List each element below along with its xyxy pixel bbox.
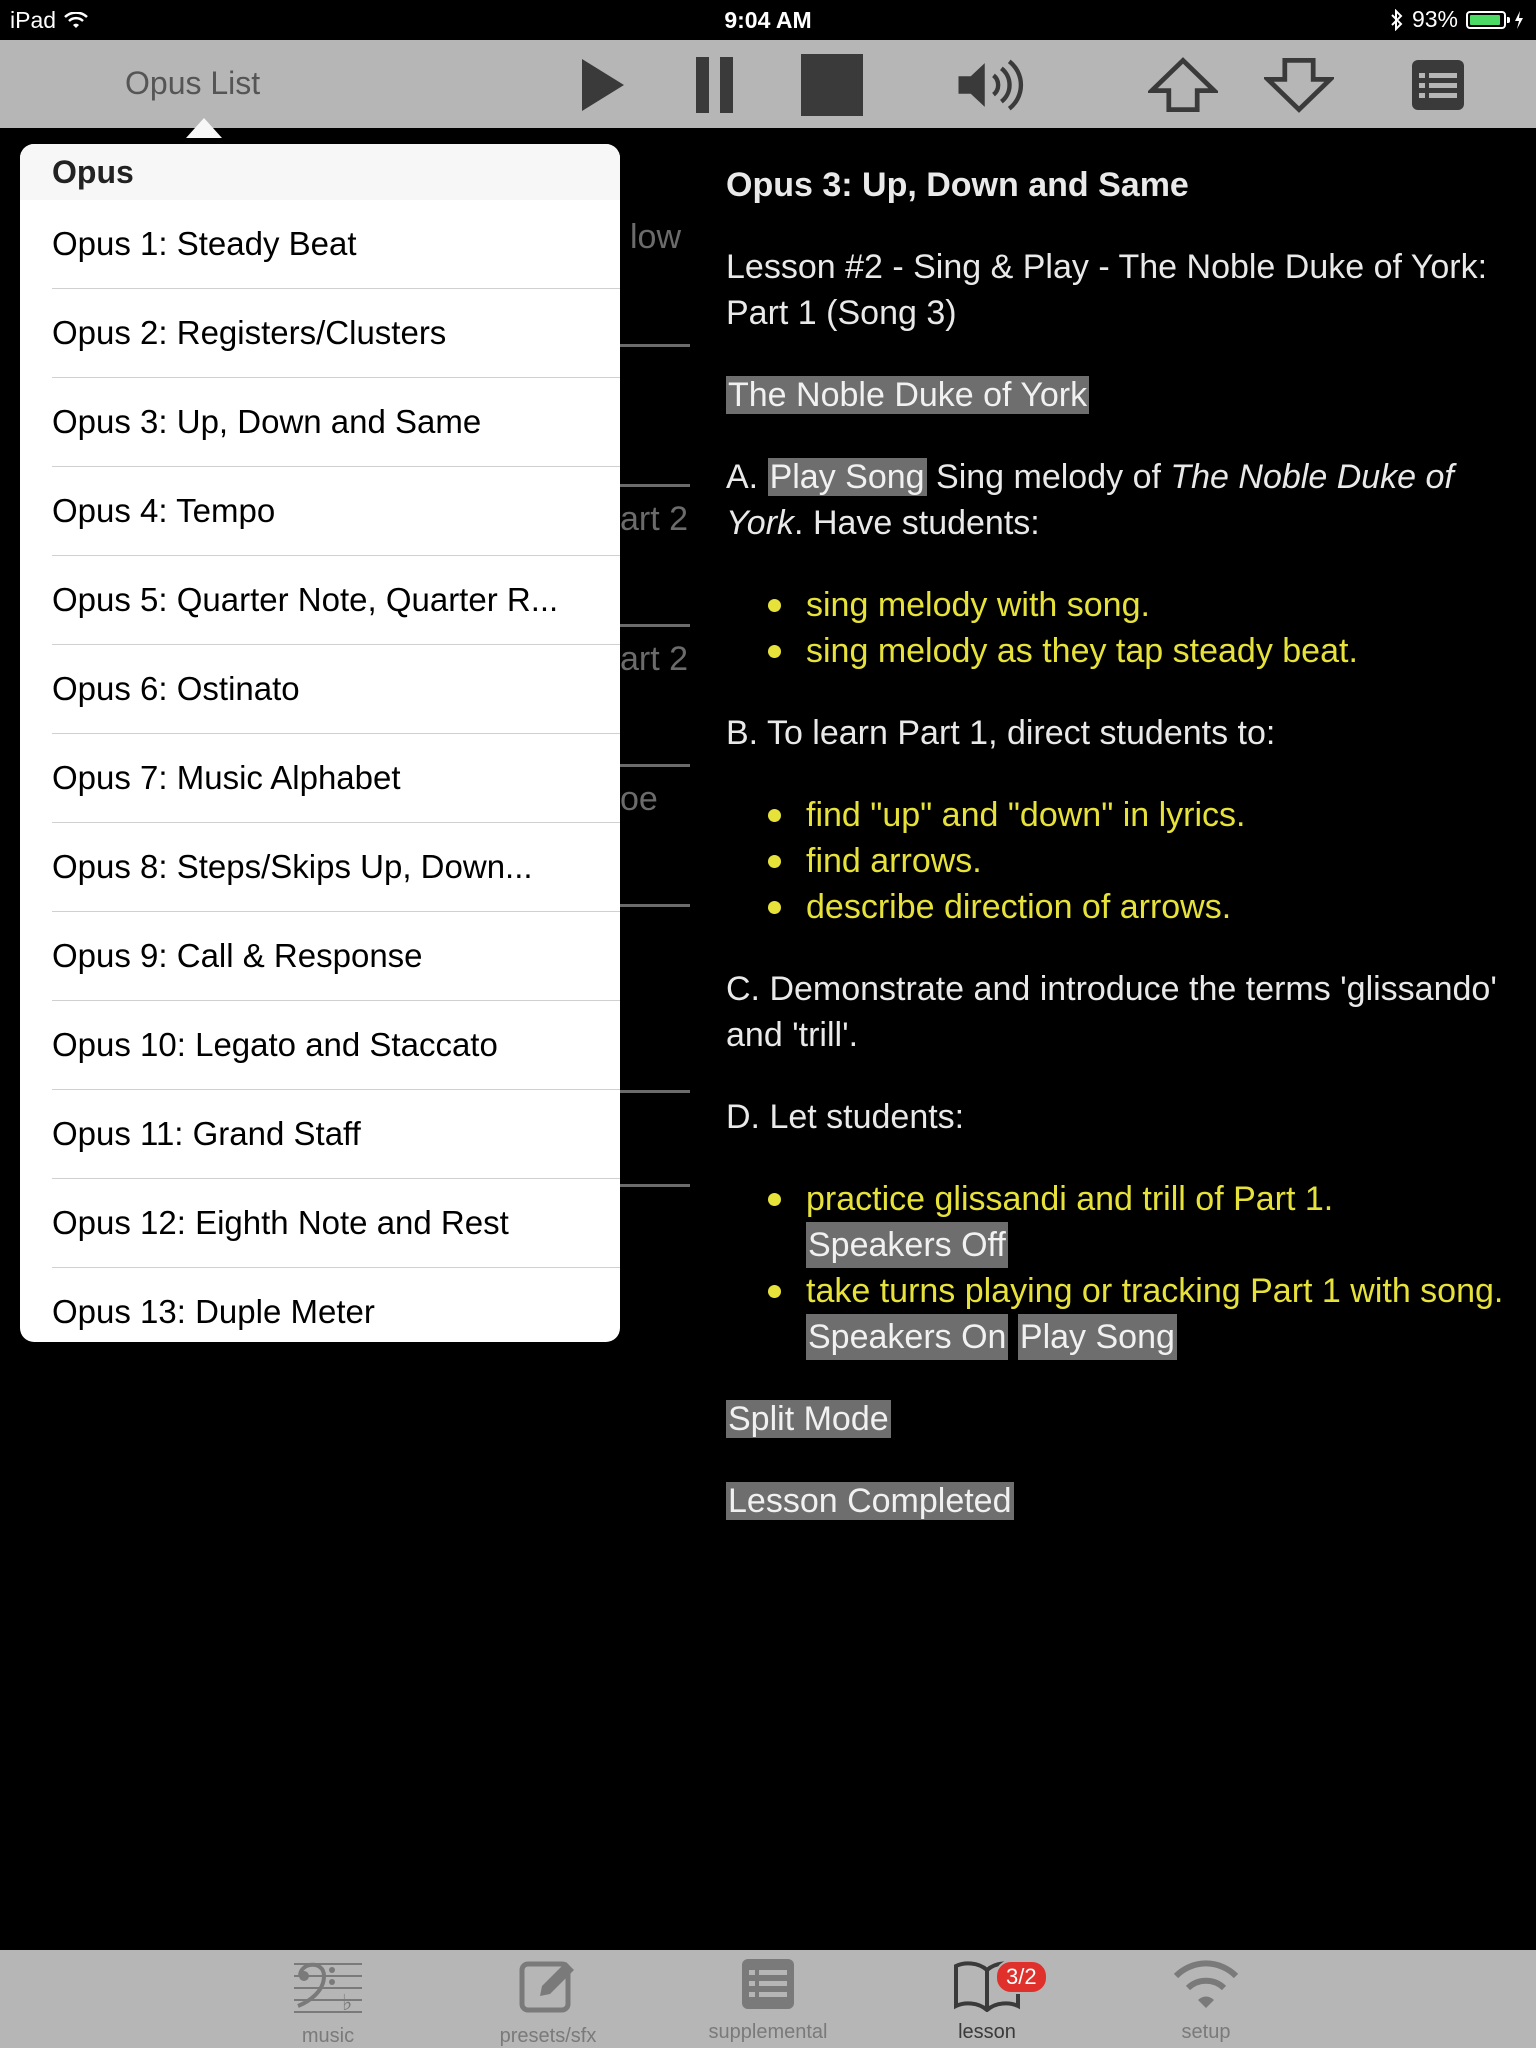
split-mode-button[interactable]: Split Mode — [728, 1400, 889, 1438]
tab-presets-sfx[interactable] — [478, 1956, 618, 2048]
step-a — [726, 454, 1516, 546]
tab-label: lesson — [958, 2021, 1016, 2043]
step-d-bullets — [726, 1176, 1516, 1360]
tab-lesson[interactable] — [917, 1956, 1057, 2044]
step-a-text: Sing melody of — [926, 458, 1171, 496]
tab-setup[interactable] — [1136, 1956, 1276, 2044]
opus-item[interactable]: Opus 5: Quarter Note, Quarter R... — [52, 556, 620, 645]
tab-label: presets/sfx — [499, 2025, 597, 2047]
list-item[interactable]: art 2 — [620, 640, 689, 678]
list-item: find "up" and "down" in lyrics. — [806, 792, 1516, 838]
step-d: D. Let students: — [726, 1098, 965, 1136]
list-item: describe direction of arrows. — [806, 884, 1516, 930]
tab-label: supplemental — [708, 2021, 828, 2043]
opus-item[interactable]: Opus 9: Call & Response — [52, 912, 620, 1001]
tab-music[interactable] — [258, 1956, 398, 2048]
step-a-bullets — [726, 582, 1516, 674]
speakers-on-button[interactable]: Speakers On — [806, 1314, 1008, 1360]
divider — [620, 484, 690, 487]
list-item: sing melody as they tap steady beat. — [806, 628, 1516, 674]
opus-title: Opus 3: Up, Down and Same — [726, 166, 1189, 204]
opus-popover — [20, 144, 620, 1342]
play-icon[interactable] — [565, 50, 635, 120]
popover-header: Opus — [20, 144, 620, 200]
lesson-content — [726, 162, 1516, 1560]
divider — [620, 624, 690, 627]
battery-percent: 93% — [1411, 6, 1458, 32]
opus-item[interactable]: Opus 12: Eighth Note and Rest — [52, 1179, 620, 1268]
divider — [620, 904, 690, 907]
step-b: B. To learn Part 1, direct students to: — [726, 714, 1276, 752]
wifi-icon — [1171, 1956, 1241, 2012]
tab-label: setup — [1181, 2021, 1231, 2043]
step-a-text-end: . Have students: — [794, 504, 1040, 542]
opus-item[interactable]: Opus 11: Grand Staff — [52, 1090, 620, 1179]
opus-list-button[interactable]: Opus List — [125, 65, 261, 101]
list-icon[interactable] — [1403, 50, 1473, 120]
list-item[interactable]: oe — [620, 780, 658, 818]
volume-icon[interactable] — [955, 50, 1025, 120]
speakers-off-button[interactable]: Speakers Off — [806, 1222, 1008, 1268]
list-item[interactable]: art 2 — [620, 500, 689, 538]
divider — [620, 1090, 690, 1093]
step-c: C. Demonstrate and introduce the terms 'glissando' and 'trill'. — [726, 970, 1497, 1054]
song-title-italic: The Noble Duke of York — [726, 458, 1454, 542]
opus-item[interactable]: Opus 4: Tempo — [52, 467, 620, 556]
bullet-text: take turns playing or tracking Part 1 with song. — [806, 1272, 1504, 1310]
tab-label: music — [301, 2025, 355, 2047]
tab-supplemental[interactable] — [698, 1956, 838, 2044]
battery-icon — [1466, 11, 1506, 29]
list-item: find arrows. — [806, 838, 1516, 884]
charging-icon — [1514, 11, 1524, 29]
bass-clef-icon — [290, 1956, 366, 2016]
list-icon — [740, 1956, 796, 2012]
tab-bar — [0, 1950, 1536, 2048]
list-item — [806, 1268, 1516, 1360]
toolbar — [0, 40, 1536, 128]
opus-item[interactable]: Opus 3: Up, Down and Same — [52, 378, 620, 467]
opus-item[interactable]: Opus 13: Duple Meter — [52, 1293, 375, 1330]
bluetooth-icon — [1390, 9, 1404, 31]
list-item — [806, 1176, 1516, 1268]
pause-icon[interactable] — [680, 50, 750, 120]
step-b-bullets — [726, 792, 1516, 930]
clock: 9:04 AM — [724, 7, 812, 33]
lesson-badge: 3/2 — [995, 1960, 1048, 1994]
opus-item[interactable]: Opus 1: Steady Beat — [52, 200, 620, 289]
list-item[interactable]: low — [630, 218, 682, 256]
play-song-button-2[interactable]: Play Song — [1018, 1314, 1177, 1360]
popover-arrow — [186, 118, 222, 138]
step-a-prefix: A. — [726, 458, 759, 496]
song-link-button[interactable]: The Noble Duke of York — [728, 376, 1088, 414]
play-song-button[interactable]: Play Song — [769, 458, 925, 496]
opus-item[interactable]: Opus 7: Music Alphabet — [52, 734, 620, 823]
svg-text:♭: ♭ — [342, 1991, 353, 2016]
device-name: iPad — [10, 7, 57, 33]
up-arrow-icon[interactable] — [1148, 50, 1218, 120]
opus-item[interactable]: Opus 10: Legato and Staccato — [52, 1001, 620, 1090]
status-bar — [0, 0, 1536, 40]
opus-item[interactable]: Opus 6: Ostinato — [52, 645, 620, 734]
list-item: sing melody with song. — [806, 582, 1516, 628]
opus-item[interactable]: Opus 2: Registers/Clusters — [52, 289, 620, 378]
divider — [620, 1184, 690, 1187]
divider — [620, 764, 690, 767]
stop-icon[interactable] — [797, 50, 867, 120]
opus-item[interactable]: Opus 8: Steps/Skips Up, Down... — [52, 823, 620, 912]
divider — [620, 344, 690, 347]
edit-icon — [518, 1956, 578, 2016]
bullet-text: practice glissandi and trill of Part 1. — [806, 1180, 1334, 1218]
lesson-completed-button[interactable]: Lesson Completed — [728, 1482, 1012, 1520]
down-arrow-icon[interactable] — [1264, 50, 1334, 120]
lesson-heading: Lesson #2 - Sing & Play - The Noble Duke of York: Part 1 (Song 3) — [726, 248, 1488, 332]
